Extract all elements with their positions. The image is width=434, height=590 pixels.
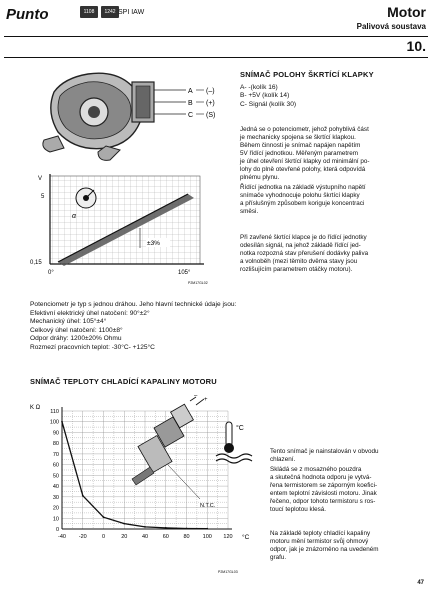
graph-y-tick-low: 0,15 xyxy=(30,260,42,266)
data-point xyxy=(82,495,84,497)
chart-grid xyxy=(62,407,232,529)
figure-code: P2M17GL02 xyxy=(188,281,208,285)
x-tick-label: 0 xyxy=(101,534,106,540)
text-line: a volnoběh (mezi těmito dvěma stavy jsou xyxy=(240,258,358,265)
y-tick-label: 50 xyxy=(52,473,59,480)
y-tick-label: 20 xyxy=(52,505,59,512)
graph-y-axis-label: V xyxy=(38,176,43,182)
connector-sign-b: (+) xyxy=(206,100,215,107)
pin-b: B- +5V (kolík 14) xyxy=(240,92,290,100)
chart-y-ticks xyxy=(50,409,59,533)
spec-line: Celkový úhel natočení: 1100±8° xyxy=(30,326,123,334)
y-tick-label: 110 xyxy=(50,409,59,415)
spec-line: Rozmezí pracovních teplot: -30°C- +125°C xyxy=(30,343,155,351)
x-tick-label: 80 xyxy=(183,534,190,540)
data-point xyxy=(61,421,63,423)
engine-variant: SPI IAW xyxy=(118,9,145,16)
spec-line: Efektivní elektrický úhel natočení: 90°±2° xyxy=(30,309,150,317)
page-number: 47 xyxy=(417,580,424,586)
data-point xyxy=(206,528,208,530)
data-point xyxy=(186,528,188,530)
chart-x-ticks xyxy=(58,534,233,540)
text-line: Při zavřené škrtící klapce je do řídící jednotky xyxy=(240,234,367,241)
throttle-sensor-heading: SNÍMAČ POLOHY ŠKRTÍCÍ KLAPKY xyxy=(240,70,374,79)
terminal-plus: + xyxy=(204,397,208,403)
throttle-paragraph-2 xyxy=(240,184,424,216)
y-tick-label: 90 xyxy=(52,430,59,437)
thermometer-icon xyxy=(212,418,258,464)
y-tick-label: 0 xyxy=(55,527,59,533)
text-line: 5V řídící jednotkou. Měřeným parametrem xyxy=(240,150,358,157)
throttle-paragraph-1 xyxy=(240,126,424,182)
ntc-label: N.T.C. xyxy=(200,503,216,509)
x-tick-label: 60 xyxy=(162,534,169,540)
text-line: odpor, jak je znázorněno na uvedeném xyxy=(270,546,379,553)
text-line: snímače vyhodnocuje polohu škrtící klapky xyxy=(240,192,360,199)
text-line: a příslušným způsobem koriguje koncentraci xyxy=(240,200,365,207)
y-tick-label: 80 xyxy=(52,441,59,448)
throttle-sensor-illustration xyxy=(36,62,236,164)
text-line: odesílán signál, na jehož základě řídící jed- xyxy=(240,242,361,249)
data-point xyxy=(123,523,125,525)
y-tick-label: 40 xyxy=(52,484,59,491)
connector-sign-c: (S) xyxy=(206,112,216,119)
x-tick-label: -20 xyxy=(78,534,87,540)
graph-x-tick-105: 105° xyxy=(178,270,191,276)
text-line: řečeno, odpor tohoto termistoru s ros- xyxy=(270,498,376,505)
pin-list xyxy=(240,84,296,109)
coolant-sensor-drawing xyxy=(132,395,216,509)
y-tick-label: 70 xyxy=(52,451,59,458)
text-line: řena termistorem se záporným koefici- xyxy=(270,482,378,489)
text-line: rozlišujícím parametrem otáčky motoru). xyxy=(240,266,353,273)
terminal-minus: – xyxy=(194,395,198,399)
spec-intro: Potenciometr je typ s jednou dráhou. Jeho hlavní technické údaje jsou: xyxy=(30,301,237,308)
data-point xyxy=(165,527,167,529)
text-line: Během činnosti je snímač napájen napětím xyxy=(240,142,361,149)
x-tick-label: 100 xyxy=(202,534,212,540)
text-line: Řídící jednotka na základě výstupního napětí xyxy=(240,184,366,191)
x-tick-label: -40 xyxy=(58,534,66,540)
header-divider-2 xyxy=(4,57,428,58)
coolant-sensor-heading: SNÍMAČ TEPLOTY CHLADÍCÍ KAPALINY MOTORU xyxy=(30,377,217,386)
thermometer-unit: °C xyxy=(236,425,244,432)
x-tick-label: 120 xyxy=(223,534,233,540)
text-line: Tento snímač je nainstalován v obvodu xyxy=(270,448,379,455)
text-line: je mechanicky spojena se škrtící klapkou. xyxy=(240,134,356,141)
y-tick-label: 100 xyxy=(49,419,59,426)
tolerance-label: ±3% xyxy=(147,240,160,247)
connector-label-c: C xyxy=(188,112,194,119)
section-title: Palivová soustava xyxy=(356,22,426,31)
coolant-figure-code: P2M17GL03 xyxy=(218,570,238,574)
coolant-paragraph-3 xyxy=(270,530,428,562)
text-line: je úhel otevření škrtící klapky od minimální po- xyxy=(240,158,370,165)
page-title: Motor xyxy=(387,4,426,20)
engine-badge-1: 1108 xyxy=(80,6,98,18)
text-line: toucí teplotou klesá. xyxy=(270,506,327,513)
text-line: notka rozpozná stav přerušení dodávky paliva xyxy=(240,250,369,257)
alpha-label: α xyxy=(72,213,76,220)
throttle-voltage-graph xyxy=(28,168,228,288)
spec-line: Odpor dráhy: 1200±20% Ohmu xyxy=(30,335,122,343)
pin-a: A- -(kolík 16) xyxy=(240,84,278,91)
engine-badge-2: 1242 xyxy=(101,6,119,18)
x-tick-label: 40 xyxy=(141,534,149,540)
chart-x-unit: °C xyxy=(242,534,250,541)
text-line: entem teplotní závislosti motoru. Jinak xyxy=(270,490,377,497)
y-tick-label: 10 xyxy=(52,516,59,523)
graph-x-tick-0: 0° xyxy=(48,270,54,276)
throttle-paragraph-3 xyxy=(240,234,424,274)
text-line: směsi. xyxy=(240,208,259,215)
engine-code-badges xyxy=(80,6,119,18)
data-point xyxy=(103,516,105,518)
data-point xyxy=(144,526,146,528)
text-line: motoru mění termistor svůj ohmový xyxy=(270,538,369,545)
y-tick-label: 60 xyxy=(52,462,59,469)
text-line: grafu. xyxy=(270,554,287,561)
text-line: Jedná se o potenciometr, jehož pohyblivá část xyxy=(240,126,369,133)
text-line: lohy do plně otevřené polohy, která odpovídá xyxy=(240,166,366,173)
graph-y-tick-5: 5 xyxy=(41,194,45,200)
text-line: chlazení. xyxy=(270,456,296,463)
y-tick-label: 30 xyxy=(52,494,59,501)
text-line: Na základě teploty chladící kapaliny xyxy=(270,530,371,537)
spec-line: Mechanický úhel: 105°±4° xyxy=(30,318,107,326)
throttle-specs xyxy=(30,301,420,353)
header-divider xyxy=(4,36,428,37)
connector-label-b: B xyxy=(188,100,193,107)
coolant-paragraph-2 xyxy=(270,466,428,514)
chart-y-unit: K Ω xyxy=(30,405,41,411)
chapter-number: 10. xyxy=(406,38,426,54)
brand-name: Punto xyxy=(6,6,49,23)
connector-sign-a: (–) xyxy=(206,88,215,95)
coolant-paragraph-1 xyxy=(270,448,428,464)
text-line: Skládá se z mosazného pouzdra xyxy=(270,466,362,473)
pin-c: C- Signál (kolík 30) xyxy=(240,100,297,108)
text-line: plnému plynu. xyxy=(240,174,280,181)
connector-label-a: A xyxy=(188,88,193,95)
text-line: a skutečná hodnota odporu je vytvá- xyxy=(270,474,372,481)
x-tick-label: 20 xyxy=(121,534,128,540)
